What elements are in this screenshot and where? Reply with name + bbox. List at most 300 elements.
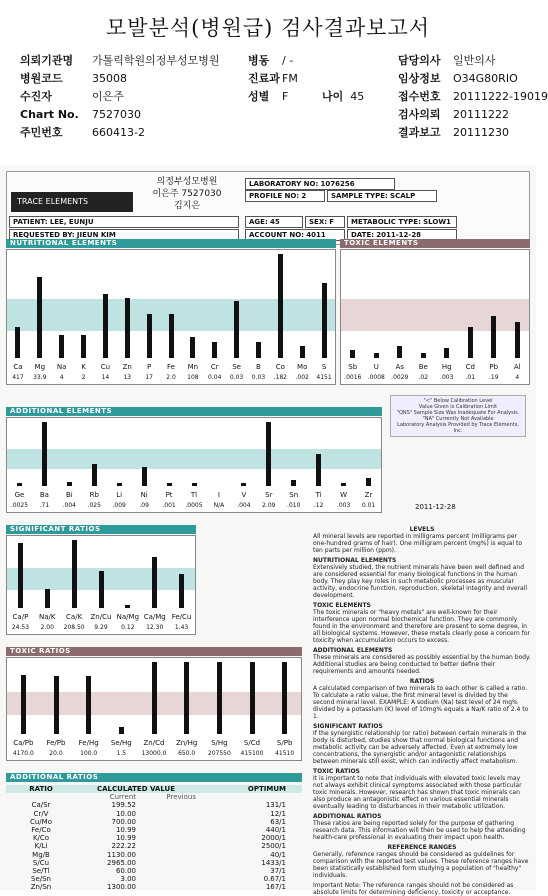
table-cell: 3.00 (120, 875, 136, 884)
table-row (6, 834, 302, 842)
value-as: .0029 (391, 374, 409, 381)
table-row (6, 826, 302, 834)
label-u: U (373, 363, 379, 371)
value-patient: 이은주 (92, 90, 124, 103)
sex-box (305, 216, 345, 228)
label-clinical-info: 임상정보 (398, 72, 441, 85)
value-mo: .002 (295, 374, 309, 381)
value-sb: .0016 (344, 374, 362, 381)
value-ca-k: 208.50 (63, 624, 85, 631)
table-row (6, 867, 302, 875)
value-ca: 417 (12, 374, 24, 381)
table-cell: Fe/Co (31, 826, 51, 835)
value-zn-cu: 9.29 (94, 624, 108, 631)
table-cell (136, 859, 196, 867)
label-pt: Pt (165, 491, 173, 499)
add-heading: ADDITIONAL ELEMENTS (313, 647, 393, 654)
bar-ca-k (72, 540, 77, 608)
label-s-pb: S/Pb (276, 739, 293, 747)
table-row (6, 859, 302, 867)
col-current: Current (109, 793, 136, 802)
add-text: These minerals are considered as possibly essential by the human body. Additional studies are being conducted to better define their requirements and amounts needed. (313, 654, 531, 675)
value-s: 4151 (316, 374, 332, 381)
table-cell: Se/Tl (32, 867, 50, 876)
table-cell: 10.99 (115, 826, 136, 835)
ratios-heading: RATIOS (409, 678, 435, 685)
lab-no-box (245, 178, 395, 190)
bar-s-pb (282, 662, 287, 734)
metabolic-label: METABOLIC TYPE: (351, 218, 421, 226)
label-al: Al (513, 363, 521, 371)
table-cell: Se/Sn (31, 875, 51, 884)
stamp-line-3: 김지은 (173, 201, 201, 211)
date-value: 2011-12-28 (376, 231, 422, 239)
bar-tl (192, 483, 197, 486)
levels-heading: LEVELS (409, 526, 435, 533)
bar-p (147, 314, 152, 358)
legend-line-5: Laboratory Analysis Provided by Trace Elements, Inc. (397, 422, 519, 434)
legend-notes (390, 395, 526, 437)
sample-label: SAMPLE TYPE: (331, 192, 388, 200)
stamp-line-1: 의정부성모병원 (156, 177, 218, 187)
label-na-mg: Na/Mg (116, 613, 140, 621)
ar-text: These ratios are being reported solely for the purpose of gathering research data. This information will then be used to help the attending health-care professional in evaluating their impact upon health. (313, 820, 526, 841)
lab-no-label: LABORATORY NO: (249, 180, 319, 188)
bar-se-hg (119, 727, 124, 734)
label-li: Li (116, 491, 123, 499)
sex-value: F (329, 218, 335, 226)
label-fe-pb: Fe/Pb (46, 739, 66, 747)
value-al: 4 (515, 374, 520, 381)
label-bi: Bi (65, 491, 73, 499)
age-info (322, 88, 364, 106)
bar-ca-p (18, 543, 23, 608)
label-sn: Sn (289, 491, 299, 499)
hospital-stamp (137, 176, 237, 212)
value-request-date: 20111222 (453, 108, 509, 121)
table-cell (136, 883, 196, 891)
label-v: V (241, 491, 247, 499)
col-optimum: OPTIMUM (247, 785, 286, 793)
value-na-mg: 0.12 (121, 624, 135, 631)
profile-box (245, 190, 325, 202)
value-pt: .001 (162, 502, 176, 509)
patient-label: PATIENT: (13, 218, 48, 226)
bar-cd (468, 327, 473, 358)
value-cr: 0.04 (208, 374, 222, 381)
bar-pb (491, 316, 496, 358)
value-resident-no: 660413-2 (92, 126, 145, 139)
value-se-hg: 1.5 (116, 750, 127, 757)
label-fe-cu: Fe/Cu (171, 613, 192, 621)
bar-zn-cd (152, 662, 157, 734)
label-mo: Mo (297, 363, 308, 371)
value-sex: F (282, 90, 289, 103)
bar-cr (212, 342, 217, 358)
bar-as (397, 346, 402, 358)
label-age: 나이 (322, 90, 344, 103)
table-row (6, 818, 302, 826)
label-s-hg: S/Hg (211, 739, 228, 747)
label-co: Co (275, 363, 285, 371)
value-k: 2 (81, 374, 86, 381)
table-cell: 167/1 (265, 883, 286, 892)
scanned-report (0, 165, 536, 896)
account-value: 4011 (306, 231, 326, 239)
bar-co (278, 254, 283, 358)
nutritional-chart (6, 249, 336, 385)
legend-line-3: "QNS" Sample Size Was Inadequate For Analysis. (396, 410, 520, 416)
value-u: .0008 (367, 374, 385, 381)
label-mg: Mg (34, 363, 46, 371)
patient-value: LEE, EUNJU (49, 218, 94, 226)
label-zn-hg: Zn/Hg (176, 739, 198, 747)
value-bi: .004 (62, 502, 76, 509)
value-s-hg: 207550 (207, 750, 231, 757)
toxic-chart (340, 249, 530, 385)
patient-box (9, 216, 239, 228)
bar-se (234, 301, 239, 358)
table-cell: 10.99 (115, 834, 136, 843)
bar-fe-cu (179, 574, 184, 608)
label-zn-cd: Zn/Cd (143, 739, 165, 747)
lab-header (6, 171, 530, 245)
value-li: .009 (112, 502, 126, 509)
age-value: 45 (269, 218, 280, 226)
bar-cu (103, 294, 108, 358)
additional-ratios-title: ADDITIONAL RATIOS (6, 773, 302, 782)
table-cell: 63/1 (270, 817, 286, 826)
bar-s (322, 283, 327, 358)
table-row (6, 875, 302, 883)
reference-band (341, 299, 529, 331)
col-ratio: RATIO (29, 785, 53, 793)
table-cell: 1130.00 (107, 850, 136, 859)
value-mg: 33.9 (33, 374, 47, 381)
label-as: As (395, 363, 404, 371)
value-department: FM (282, 72, 298, 85)
bar-ba (42, 422, 47, 486)
sample-value: SCALP (390, 192, 416, 200)
label-ca-k: Ca/K (66, 613, 83, 621)
bar-w (341, 483, 346, 486)
table-cell: 0.67/1 (263, 875, 286, 884)
sig-text: If the synergistic relationship (or ratio) between certain minerals in the body is disturbed, studies show that normal biological functions and metabolic activity can be adversely affected. Even at extremely low concentrations, the synergistic and/or antagonistic relationships between minerals still exist, which can indirectly affect metabolism. (313, 730, 527, 765)
label-resident-no: 주민번호 (20, 126, 63, 139)
bar-sr (266, 422, 271, 486)
ratios-text: A calculated comparison of two minerals to each other is called a ratio. To calculate a ratio value, the first mineral level is divided by the second mineral level. EXAMPLE: A sodium (Na) test level of 24 mg% divided by a potassium (K) level of 10mg% equals a Na/K ratio of 2.4 to 1. (313, 685, 529, 720)
label-be: Be (418, 363, 428, 371)
metabolic-box (347, 216, 457, 228)
value-age: 45 (350, 90, 365, 103)
label-receipt-no: 접수번호 (398, 90, 441, 103)
label-doctor: 담당의사 (398, 54, 441, 67)
table-cell: 700.00 (111, 817, 136, 826)
label-fe-hg: Fe/Hg (78, 739, 99, 747)
table-cell (136, 834, 196, 842)
table-cell (136, 851, 196, 859)
bar-be (421, 353, 426, 358)
table-cell: 37/1 (270, 867, 286, 876)
label-ward: 병동 (248, 54, 270, 67)
lab-no-value: 1076256 (320, 180, 355, 188)
table-cell: 2500/1 (261, 842, 286, 851)
ward-values (282, 52, 298, 106)
value-ba: .71 (39, 502, 50, 509)
value-ca-pb: 4170.0 (12, 750, 34, 757)
ward-info (248, 52, 280, 106)
ref-text: Generally, reference ranges should be considered as guidelines for comparison with the reported test values. These reference ranges have been statistically established form studying a population of "healthy" individuals. (313, 851, 529, 879)
table-cell: 60.00 (115, 867, 136, 876)
label-ca-mg: Ca/Mg (143, 613, 166, 621)
label-ba: Ba (39, 491, 49, 499)
bar-k (81, 335, 86, 358)
value-fe-hg: 100.0 (80, 750, 98, 757)
value-hospital-code: 35008 (92, 72, 127, 85)
value-i: N/A (213, 502, 225, 509)
bar-na (59, 335, 64, 358)
label-k: K (81, 363, 86, 371)
bar-mn (190, 337, 195, 358)
stamp-line-2: 이은주 7527030 (152, 189, 222, 199)
value-ti: .12 (313, 502, 324, 509)
tox-text: The toxic minerals or "heavy metals" are well-known for their interference upon normal biochemical function. They are commonly found in the environment and therefore are present to some degree, in all biological systems. However, these metals clearly pose a concern for toxicity when accumulation occurs to excess. (313, 609, 530, 644)
value-institution: 가톨릭학원의정부성모병원 (92, 54, 220, 67)
value-fe-cu: 1.43 (174, 624, 189, 631)
profile-value: 2 (301, 192, 307, 200)
label-ni: Ni (140, 491, 148, 499)
nutritional-section-title: NUTRITIONAL ELEMENTS (6, 239, 336, 248)
table-cell: 40/1 (270, 850, 286, 859)
bar-li (117, 483, 122, 486)
bar-ca-mg (152, 557, 157, 608)
label-institution: 의뢰기관명 (20, 54, 74, 67)
bar-pt (167, 483, 172, 486)
bar-ca (15, 327, 20, 358)
metabolic-value: SLOW1 (423, 218, 451, 226)
label-s-cd: S/Cd (243, 739, 261, 747)
value-sn: .010 (287, 502, 301, 509)
label-mn: Mn (187, 363, 199, 371)
label-na-k: Na/K (39, 613, 56, 621)
label-tl: Tl (190, 491, 198, 499)
label-na: Na (56, 363, 67, 371)
tox-heading: TOXIC ELEMENTS (313, 602, 371, 609)
label-cr: Cr (210, 363, 219, 371)
bar-zn-hg (184, 662, 189, 734)
age-box (245, 216, 303, 228)
table-row (6, 810, 302, 818)
sig-heading: SIGNIFICANT RATIOS (313, 723, 383, 730)
value-be: .02 (418, 374, 429, 381)
value-fe-pb: 20.0 (49, 750, 63, 757)
ref-heading: REFERENCE RANGES (387, 844, 457, 851)
additional-ratios-table (6, 785, 302, 892)
col-calculated: CALCULATED VALUE (96, 785, 175, 793)
label-ca: Ca (13, 363, 23, 371)
label-w: W (340, 491, 348, 499)
bar-ni (142, 467, 147, 486)
label-zn: Zn (122, 363, 132, 371)
value-ca-p: 24.53 (11, 624, 30, 631)
table-cell: 2000/1 (261, 834, 286, 843)
bar-hg (444, 348, 449, 358)
value-zr: 0.01 (361, 502, 376, 509)
patient-info-labels (20, 52, 79, 142)
value-s-cd: 415100 (240, 750, 264, 757)
label-s: S (321, 363, 327, 371)
label-ca-p: Ca/P (12, 613, 29, 621)
significant-section-title: SIGNIFICANT RATIOS (6, 525, 196, 534)
bar-fe-hg (86, 676, 91, 734)
significant-chart (6, 535, 196, 635)
value-doctor: 일반의사 (453, 54, 496, 67)
toxic-section-title: TOXIC ELEMENTS (340, 239, 530, 248)
bar-al (515, 322, 520, 358)
table-cell: K/Co (32, 834, 50, 843)
label-p: P (147, 363, 152, 371)
label-chart-no: Chart No. (20, 108, 79, 121)
label-hospital-code: 병원코드 (20, 72, 63, 85)
table-cell: 12/1 (270, 809, 286, 818)
value-na-k: 2.00 (40, 624, 54, 631)
explanatory-text (313, 523, 531, 896)
table-cell: 1433/1 (261, 858, 286, 867)
account-label: ACCOUNT NO: (249, 231, 305, 239)
value-zn: 13 (123, 374, 132, 381)
bar-zn (125, 298, 130, 358)
bar-u (374, 353, 379, 358)
value-sr: 2.09 (262, 502, 276, 509)
table-cell (136, 826, 196, 834)
label-i: I (217, 491, 220, 499)
sample-box (327, 190, 437, 202)
label-ca-pb: Ca/Pb (13, 739, 34, 747)
request-info-labels (398, 52, 441, 142)
value-p: 17 (145, 374, 153, 381)
label-report-date: 결과보고 (398, 126, 441, 139)
label-zn-cu: Zn/Cu (90, 613, 112, 621)
additional-section-title: ADDITIONAL ELEMENTS (6, 407, 382, 416)
value-ward: / - (282, 54, 294, 67)
bar-fe-pb (54, 676, 59, 734)
label-patient: 수진자 (20, 90, 52, 103)
patient-info-values (92, 52, 220, 142)
bar-b (256, 342, 261, 358)
bar-na-mg (125, 605, 130, 608)
sex-label: SEX: (309, 218, 328, 226)
value-s-pb: 41510 (275, 750, 295, 757)
reference-band (7, 449, 381, 469)
table-row (6, 883, 302, 891)
table-cell (136, 842, 196, 850)
legend-line-4: "NA" Currently Not Available (422, 416, 494, 422)
nut-text: Extensively studied, the nutrient minerals have been well defined and are considered essential for many biological functions in the human body. They play key roles in such metabolic processes as muscular activity, endocrine function, reproduction, skeletal integrity and overall development. (313, 564, 528, 599)
bar-zr (366, 478, 371, 486)
important-note: Important Note: The reference ranges should not be considered as absolute limits for determining deficiency, toxicity or acceptance. (313, 882, 514, 896)
additional-chart (6, 417, 382, 513)
value-ca-mg: 12.30 (146, 624, 164, 631)
value-rb: .025 (87, 502, 101, 509)
request-info-values (453, 52, 548, 142)
table-cell: Cr/V (33, 809, 49, 818)
date-label: DATE: (351, 231, 375, 239)
bar-s-hg (217, 662, 222, 734)
bar-rb (92, 464, 97, 486)
value-co: .182 (273, 374, 287, 381)
bar-sn (291, 480, 296, 486)
table-cell: Mg/B (32, 850, 50, 859)
label-se-hg: Se/Hg (110, 739, 132, 747)
lab-logo: TRACE ELEMENTS (11, 192, 133, 212)
value-receipt-no: 20111222-19019 (453, 90, 548, 103)
value-b: 0.03 (251, 374, 266, 381)
tr-heading: TOXIC RATIOS (313, 768, 360, 775)
label-rb: Rb (89, 491, 99, 499)
value-cu: 14 (101, 374, 110, 381)
table-cell: 131/1 (265, 801, 286, 810)
label-department: 진료과 (248, 72, 280, 85)
value-ni: .09 (139, 502, 149, 509)
table-cell: K/Li (34, 842, 48, 851)
profile-label: PROFILE NO: (249, 192, 300, 200)
ar-heading: ADDITIONAL RATIOS (313, 813, 382, 820)
legend-line-1: "<" Below Calibration Level (423, 398, 493, 404)
toxic-ratios-chart (6, 657, 302, 761)
requested-label: REQUESTED BY: (13, 231, 75, 239)
value-report-date: 20111230 (453, 126, 509, 139)
label-request-date: 검사의뢰 (398, 108, 441, 121)
value-hg: .003 (440, 374, 454, 381)
requested-value: JIEUN KIM (76, 231, 116, 239)
value-fe: 2.0 (166, 374, 176, 381)
table-cell: Cu/Mo (29, 817, 52, 826)
bar-ca-pb (21, 675, 26, 734)
value-tl: .0005 (185, 502, 203, 509)
table-cell (136, 867, 196, 875)
label-sr: Sr (265, 491, 273, 499)
bar-bi (67, 482, 72, 486)
toxic-ratios-title: TOXIC RATIOS (6, 647, 302, 656)
table-cell: Zn/Sn (30, 883, 52, 892)
label-ge: Ge (14, 491, 25, 499)
table-cell: 2965.00 (107, 858, 136, 867)
bar-ge (17, 483, 22, 486)
label-hg: Hg (441, 363, 452, 371)
table-cell: 440/1 (265, 826, 286, 835)
label-fe: Fe (167, 363, 175, 371)
label-cu: Cu (100, 363, 111, 371)
table-row (6, 842, 302, 850)
value-zn-hg: 650.0 (178, 750, 196, 757)
table-cell (136, 801, 196, 809)
document-title: 모발분석(병원급) 검사결과보고서 (105, 16, 431, 40)
bar-zn-cu (99, 571, 104, 608)
table-cell: 10.00 (115, 809, 136, 818)
value-na: 4 (59, 374, 64, 381)
legend-line-2: Value Given is Calibration Limit (418, 404, 498, 410)
table-cell: Ca/Sr (31, 801, 51, 810)
tr-text: It is important to note that individuals with elevated toxic levels may not always exhibit clinical symptoms associated with those particular toxic minerals. However, research has shown that toxic minerals can also produce an antagonistic effect on various essential minerals eventually leading to disturbances in their metabolic utilization. (313, 775, 522, 810)
value-v: .004 (237, 502, 251, 509)
bar-s-cd (250, 662, 255, 734)
value-cd: .01 (465, 374, 476, 381)
table-cell (136, 810, 196, 818)
table-cell: 222.22 (111, 842, 136, 851)
table-row (6, 801, 302, 809)
value-mn: 108 (187, 374, 199, 381)
bar-mo (300, 346, 305, 358)
